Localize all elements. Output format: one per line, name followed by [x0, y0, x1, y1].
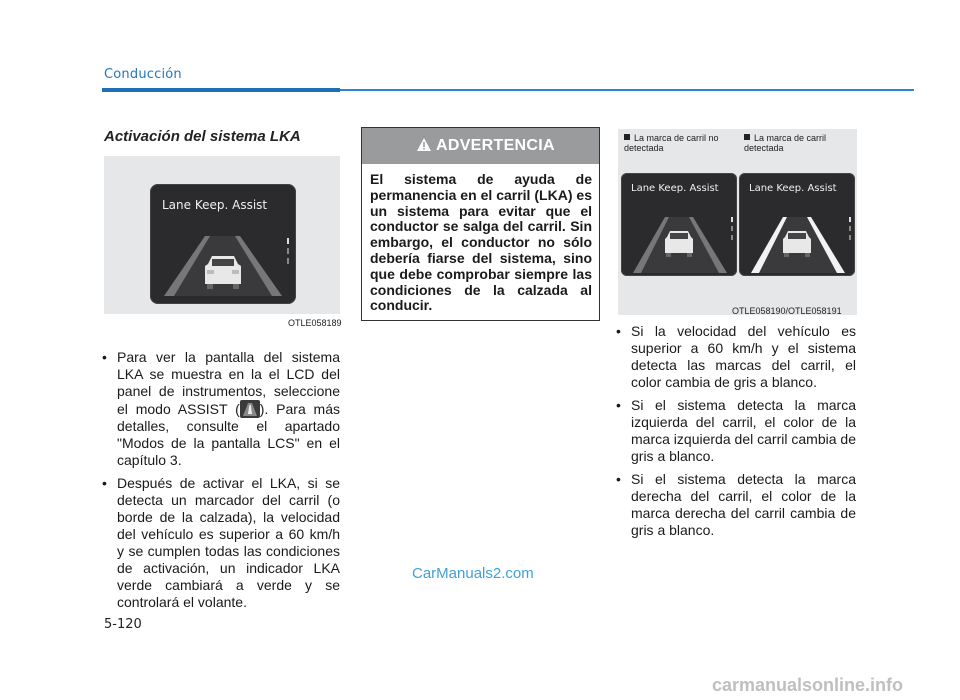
footer-watermark: carmanualsonline.info: [712, 675, 904, 695]
page-number: 5-120: [104, 617, 142, 632]
list-item: • Para ver la pantalla del sistema LKA se muestra en la el LCD del panel de instrumentos, seleccione el modo ASSIST ( ). Para más detalles, consulte el apartado "Modos de la pantalla LCS" en el capítulo 3.: [102, 349, 340, 468]
assist-mode-icon: [240, 400, 260, 418]
warning-header: [362, 128, 599, 164]
side-indicator: [287, 238, 289, 264]
header-rule-light: [340, 89, 914, 91]
warning-text: El sistema de ayuda de permanencia en el carril (LKA) es un sistema para evitar que el conductor se salga del carril. Sin embargo, el conductor no sólo debería fiarse del sistema, sino que debe comprobar siempre las condiciones de la calzada al conducir.: [370, 171, 592, 314]
lcd-screen-not-detected: [621, 173, 737, 276]
header-rule-dark: [102, 88, 340, 92]
page-heading: Activación del sistema LKA: [104, 128, 301, 145]
lcd-screen: [150, 184, 296, 304]
list-item: • Si la velocidad del vehículo es superior a 60 km/h y el sistema detecta las marcas del carril, el color cambia de gris a blanco.: [616, 323, 856, 390]
figure-caption: OTLE058189: [288, 318, 342, 328]
figure-lane-detection: [618, 129, 857, 315]
lcd-title: Lane Keep. Assist: [162, 198, 268, 212]
legend-bullet-icon: [744, 134, 750, 140]
list-item: • Si el sistema detecta la marca derecha del carril, el color de la marca derecha del carril cambia de gris a blanco.: [616, 471, 856, 538]
lane-graphic: [150, 184, 296, 304]
watermark-link[interactable]: CarManuals2.com: [412, 565, 534, 582]
legend-detected: La marca de carril detectada: [744, 133, 827, 153]
section-title: Conducción: [104, 67, 182, 82]
figure-caption: OTLE058190/OTLE058191: [732, 306, 842, 316]
lcd-title: Lane Keep. Assist: [631, 183, 719, 194]
warning-title: ADVERTENCIA: [436, 137, 555, 154]
legend-bullet-icon: [624, 134, 630, 140]
left-bullet-list: [100, 349, 340, 617]
warning-triangle-icon: [416, 137, 432, 157]
legend-not-detected: La marca de carril no detectada: [624, 133, 719, 153]
figure-lka-display: [104, 156, 340, 314]
list-item: • Si el sistema detecta la marca izquierda del carril, el color de la marca izquierda del carril cambia de gris a blanco.: [616, 397, 856, 464]
lane-graphic: [621, 173, 737, 276]
lane-graphic: [739, 173, 855, 276]
list-item: • Después de activar el LKA, si se detecta un marcador del carril (o borde de la calzada), la velocidad del vehículo es superior a 60 km/h y se cumplen todas las condiciones de activación, un indicador LKA verde cambiará a verde y se controlará el volante.: [102, 475, 340, 610]
warning-box: [361, 127, 600, 321]
lcd-title: Lane Keep. Assist: [749, 183, 837, 194]
lcd-screen-detected: [739, 173, 855, 276]
right-bullet-list: [614, 323, 856, 545]
